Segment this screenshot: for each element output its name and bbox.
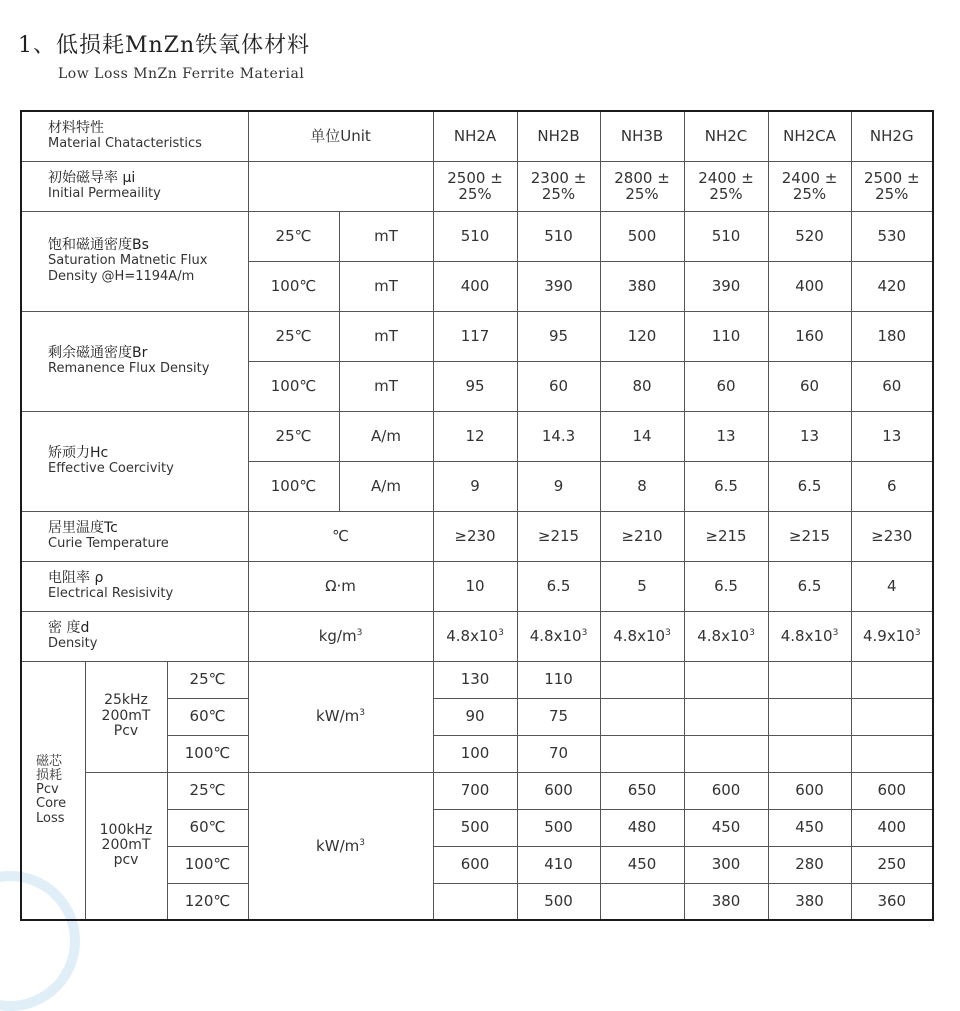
unit-exponent: 3 <box>359 708 365 719</box>
value-line: 2300 ± <box>530 168 587 187</box>
value-cell <box>684 698 768 735</box>
pcv-text: pcv <box>113 852 139 869</box>
value-cell: 500 <box>517 883 600 920</box>
permeability-unit <box>248 161 433 211</box>
resistivity-label <box>21 561 248 611</box>
value-cell: 13 <box>684 411 768 461</box>
value-cell: 60 <box>517 361 600 411</box>
temp-cell: 100℃ <box>167 735 248 772</box>
unit-exponent: 3 <box>356 627 363 638</box>
value-cell: 180 <box>851 311 933 361</box>
permeability-row <box>21 161 933 211</box>
resistivity-label-cn: 电阻率 ρ <box>48 569 104 586</box>
value-cell: 650 <box>600 772 684 809</box>
value-cell: 300 <box>684 846 768 883</box>
density-label-en: Density <box>48 636 98 652</box>
value-cell: 130 <box>433 661 517 698</box>
value-cell: 100 <box>433 735 517 772</box>
value-cell: 13 <box>851 411 933 461</box>
value-cell: 360 <box>851 883 933 920</box>
header-property-cn: 材料特性 <box>48 119 104 136</box>
temp-cell: 100℃ <box>248 361 339 411</box>
value-cell: 6.5 <box>768 561 851 611</box>
value-cell: 6.5 <box>684 461 768 511</box>
saturation-row <box>21 211 933 261</box>
flux-text: 200mT <box>101 707 151 724</box>
value-cell <box>600 698 684 735</box>
value-cell <box>684 661 768 698</box>
value-cell: 600 <box>851 772 933 809</box>
value-exponent: 3 <box>749 627 755 638</box>
value-cell: 12 <box>433 411 517 461</box>
temp-cell: 25℃ <box>167 661 248 698</box>
remanence-row <box>21 311 933 361</box>
value-cell: 75 <box>517 698 600 735</box>
value-cell: 6.5 <box>684 561 768 611</box>
value-cell: 95 <box>517 311 600 361</box>
unit-cell: Ω·m <box>248 561 433 611</box>
value-cell: 250 <box>851 846 933 883</box>
frequency-group-100khz <box>85 772 167 920</box>
permeability-label-en: Initial Permeaility <box>48 186 161 202</box>
permeability-value <box>433 161 517 211</box>
header-unit: 单位Unit <box>248 111 433 161</box>
value-line: 2400 ± <box>698 168 754 187</box>
coercivity-label <box>21 411 248 511</box>
value-cell <box>684 735 768 772</box>
remanence-label-en: Remanence Flux Density <box>48 361 210 377</box>
core-loss-label-cn: 磁芯 <box>36 753 63 769</box>
value-cell: 95 <box>433 361 517 411</box>
value-line: 25% <box>875 185 909 203</box>
value-cell: 14.3 <box>517 411 600 461</box>
permeability-value <box>600 161 684 211</box>
value-cell: 510 <box>517 211 600 261</box>
value-line: 2800 ± <box>614 168 670 187</box>
unit-text: kg/m <box>318 626 357 645</box>
temp-cell: 25℃ <box>167 772 248 809</box>
header-property-cell <box>21 111 248 161</box>
remanence-label <box>21 311 248 411</box>
value-cell: 400 <box>433 261 517 311</box>
value-cell: 70 <box>517 735 600 772</box>
value-cell: 380 <box>684 883 768 920</box>
header-row <box>21 111 933 161</box>
unit-cell: A/m <box>339 411 433 461</box>
unit-cell <box>248 611 433 661</box>
density-row <box>21 611 933 661</box>
value-cell: 160 <box>768 311 851 361</box>
value-cell <box>768 661 851 698</box>
page-title: 1、低损耗MnZn铁氧体材料 <box>18 33 311 58</box>
saturation-label <box>21 211 248 311</box>
value-cell: 6.5 <box>768 461 851 511</box>
value-exponent: 3 <box>498 627 504 638</box>
header-material: NH3B <box>600 111 684 161</box>
core-loss-row <box>21 772 933 809</box>
value-cell <box>600 611 684 661</box>
value-text: 4.8x10 <box>697 626 750 645</box>
density-label-cn: 密 度d <box>48 619 90 636</box>
value-cell <box>768 611 851 661</box>
header-material: NH2B <box>517 111 600 161</box>
core-loss-label-cn: 损耗 <box>36 767 63 783</box>
curie-label <box>21 511 248 561</box>
frequency-text: 100kHz <box>99 821 153 838</box>
header-material: NH2C <box>684 111 768 161</box>
value-cell: 90 <box>433 698 517 735</box>
temp-cell: 100℃ <box>248 461 339 511</box>
value-cell <box>768 698 851 735</box>
value-cell: 450 <box>768 809 851 846</box>
value-cell <box>517 611 600 661</box>
value-cell: ≥210 <box>600 511 684 561</box>
value-cell: 500 <box>600 211 684 261</box>
value-cell: 700 <box>433 772 517 809</box>
value-cell: 600 <box>517 772 600 809</box>
value-cell: 60 <box>684 361 768 411</box>
value-cell <box>851 611 933 661</box>
value-cell: 520 <box>768 211 851 261</box>
value-cell: 420 <box>851 261 933 311</box>
value-cell: 390 <box>684 261 768 311</box>
unit-cell: mT <box>339 311 433 361</box>
value-cell <box>433 883 517 920</box>
value-cell: 500 <box>517 809 600 846</box>
value-cell: 600 <box>768 772 851 809</box>
value-text: 4.8x10 <box>529 626 582 645</box>
value-cell: 400 <box>768 261 851 311</box>
value-line: 2400 ± <box>781 168 838 187</box>
permeability-value <box>517 161 600 211</box>
temp-cell: 60℃ <box>167 809 248 846</box>
value-cell <box>851 661 933 698</box>
unit-cell: mT <box>339 361 433 411</box>
value-text: 4.8x10 <box>446 626 499 645</box>
unit-cell: A/m <box>339 461 433 511</box>
resistivity-row <box>21 561 933 611</box>
value-cell: 10 <box>433 561 517 611</box>
frequency-text: 25kHz <box>104 692 148 709</box>
header-material: NH2CA <box>768 111 851 161</box>
temp-cell: 120℃ <box>167 883 248 920</box>
remanence-label-cn: 剩余磁通密度Br <box>48 344 148 361</box>
core-loss-label-en: Pcv <box>36 782 59 798</box>
value-cell <box>600 883 684 920</box>
value-cell: 80 <box>600 361 684 411</box>
resistivity-label-en: Electrical Resisivity <box>48 586 174 602</box>
core-loss-row <box>21 661 933 698</box>
value-cell: 530 <box>851 211 933 261</box>
temp-cell: 25℃ <box>248 211 339 261</box>
value-cell: 60 <box>851 361 933 411</box>
value-cell: ≥215 <box>768 511 851 561</box>
density-label <box>21 611 248 661</box>
page-subtitle: Low Loss MnZn Ferrite Material <box>58 66 305 82</box>
coercivity-label-en: Effective Coercivity <box>48 461 174 477</box>
value-cell <box>851 735 933 772</box>
curie-label-en: Curie Temperature <box>48 536 169 552</box>
value-cell: 600 <box>433 846 517 883</box>
value-text: 4.8x10 <box>780 626 833 645</box>
value-cell: 410 <box>517 846 600 883</box>
value-line: 25% <box>458 185 492 203</box>
value-cell: ≥230 <box>851 511 933 561</box>
core-loss-label-en: Core <box>36 796 67 812</box>
pcv-text: Pcv <box>113 723 139 740</box>
temp-cell: 25℃ <box>248 311 339 361</box>
unit-cell: ℃ <box>248 511 433 561</box>
value-line: 25% <box>541 185 576 203</box>
value-cell: ≥215 <box>684 511 768 561</box>
saturation-label-en: Density @H=1194A/m <box>48 268 195 284</box>
header-material: NH2G <box>851 111 933 161</box>
value-cell: 380 <box>768 883 851 920</box>
unit-cell: mT <box>339 261 433 311</box>
value-exponent: 3 <box>914 627 921 638</box>
value-cell: 110 <box>684 311 768 361</box>
value-cell <box>433 611 517 661</box>
curie-row <box>21 511 933 561</box>
temp-cell: 60℃ <box>167 698 248 735</box>
core-loss-unit <box>248 772 433 920</box>
coercivity-row <box>21 411 933 461</box>
value-cell <box>684 611 768 661</box>
value-cell: 4 <box>851 561 933 611</box>
value-cell: 280 <box>768 846 851 883</box>
value-cell: 117 <box>433 311 517 361</box>
value-cell: 450 <box>684 809 768 846</box>
permeability-label-cn: 初始磁导率 μi <box>48 169 136 186</box>
value-line: 25% <box>625 185 659 203</box>
value-cell: 390 <box>517 261 600 311</box>
value-cell: 14 <box>600 411 684 461</box>
unit-text: kW/m <box>316 836 360 855</box>
permeability-label <box>21 161 248 211</box>
permeability-value <box>768 161 851 211</box>
value-cell: 8 <box>600 461 684 511</box>
value-cell: 5 <box>600 561 684 611</box>
value-cell <box>768 735 851 772</box>
value-exponent: 3 <box>581 627 588 638</box>
value-cell: ≥230 <box>433 511 517 561</box>
value-cell: 600 <box>684 772 768 809</box>
temp-cell: 100℃ <box>167 846 248 883</box>
value-cell: 110 <box>517 661 600 698</box>
value-cell: 400 <box>851 809 933 846</box>
ferrite-spec-table <box>20 110 934 921</box>
unit-exponent: 3 <box>359 837 365 848</box>
coercivity-label-cn: 矫顽力Hc <box>48 444 109 461</box>
value-cell: 120 <box>600 311 684 361</box>
value-cell <box>600 661 684 698</box>
value-text: 4.8x10 <box>613 626 666 645</box>
value-line: 2500 ± <box>864 168 920 187</box>
header-property-en: Material Chatacteristics <box>48 136 202 152</box>
value-line: 25% <box>792 185 827 203</box>
unit-cell: mT <box>339 211 433 261</box>
temp-cell: 100℃ <box>248 261 339 311</box>
value-cell <box>851 698 933 735</box>
value-cell: 510 <box>684 211 768 261</box>
permeability-value <box>684 161 768 211</box>
value-cell: ≥215 <box>517 511 600 561</box>
unit-text: kW/m <box>316 707 360 726</box>
header-material: NH2A <box>433 111 517 161</box>
value-cell: 480 <box>600 809 684 846</box>
flux-text: 200mT <box>101 837 151 854</box>
value-exponent: 3 <box>665 627 671 638</box>
value-cell: 9 <box>517 461 600 511</box>
value-cell: 13 <box>768 411 851 461</box>
saturation-label-en: Saturation Matnetic Flux <box>48 253 208 269</box>
core-loss-unit <box>248 661 433 772</box>
value-cell: 6 <box>851 461 933 511</box>
core-loss-label-en: Loss <box>36 810 65 826</box>
value-cell: 450 <box>600 846 684 883</box>
value-cell: 9 <box>433 461 517 511</box>
value-cell: 6.5 <box>517 561 600 611</box>
value-text: 4.9x10 <box>862 626 915 645</box>
value-cell: 380 <box>600 261 684 311</box>
saturation-label-cn: 饱和磁通密度Bs <box>48 237 149 253</box>
value-line: 25% <box>709 185 743 203</box>
value-cell: 510 <box>433 211 517 261</box>
value-cell: 500 <box>433 809 517 846</box>
core-loss-label <box>21 661 85 920</box>
value-exponent: 3 <box>832 627 839 638</box>
value-cell: 60 <box>768 361 851 411</box>
value-line: 2500 ± <box>447 168 503 187</box>
curie-label-cn: 居里温度Tc <box>48 519 118 536</box>
value-cell <box>600 735 684 772</box>
permeability-value <box>851 161 933 211</box>
frequency-group-25khz <box>85 661 167 772</box>
temp-cell: 25℃ <box>248 411 339 461</box>
